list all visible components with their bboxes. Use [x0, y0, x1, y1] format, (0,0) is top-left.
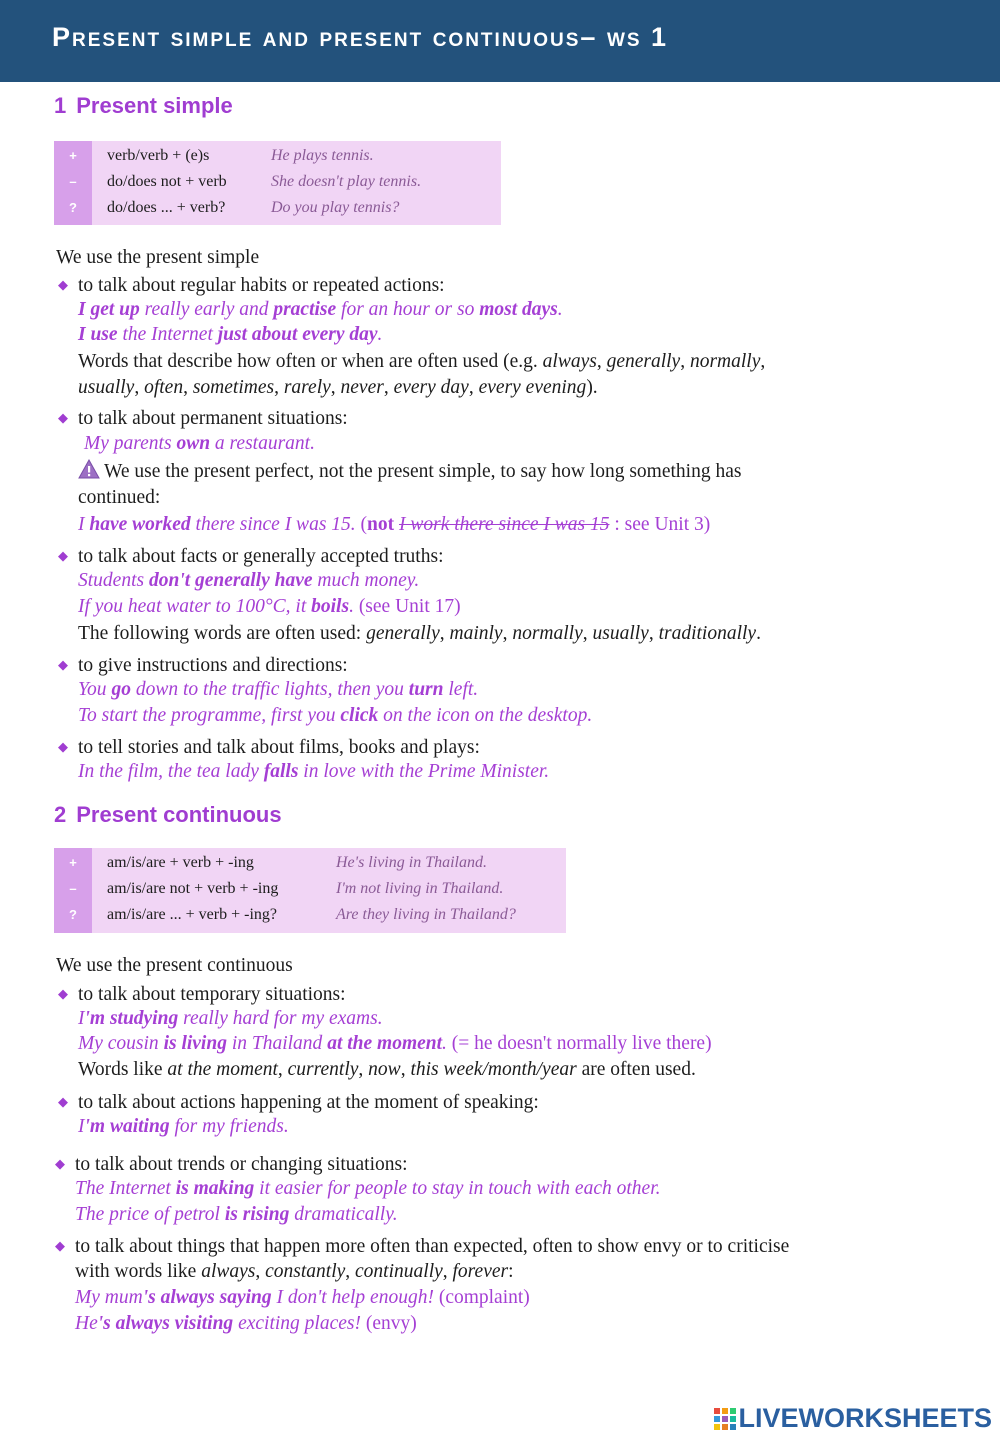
use-item	[58, 405, 348, 432]
example-line: If you heat water to 100°C, it boils. (see Unit 17)	[78, 596, 461, 617]
example-line: He's always visiting exciting places! (envy)	[75, 1313, 417, 1334]
question-sign: ?	[69, 200, 77, 215]
use-label: to tell stories and talk about films, books and plays:	[78, 737, 480, 758]
question-sign: ?	[69, 907, 77, 922]
note-line: continued:	[78, 487, 161, 508]
plus-sign: +	[69, 855, 77, 870]
note-line: The following words are often used: generally, mainly, normally, usually, traditionally.	[78, 623, 761, 644]
use-item	[58, 272, 445, 299]
plus-sign: +	[69, 148, 77, 163]
use-item	[55, 1151, 408, 1178]
warning-note	[78, 459, 741, 487]
example-line: My cousin is living in Thailand at the moment. (= he doesn't normally live there)	[78, 1033, 712, 1054]
section-heading-present-continuous	[54, 802, 282, 828]
form-example: He's living in Thailand.	[336, 854, 487, 871]
use-label: to talk about temporary situations:	[78, 984, 346, 1005]
section-intro: We use the present simple	[56, 247, 260, 268]
form-rule: am/is/are ... + verb + -ing?	[107, 906, 277, 923]
page-header	[0, 0, 1000, 82]
logo-grid-icon	[714, 1408, 736, 1430]
example-line: I'm studying really hard for my exams.	[78, 1008, 383, 1029]
form-example: Are they living in Thailand?	[336, 906, 516, 923]
section-title: Present simple	[76, 93, 233, 118]
example-line: You go down to the traffic lights, then you turn left.	[78, 679, 479, 700]
use-label: to talk about trends or changing situations:	[75, 1154, 408, 1175]
form-example: She doesn't play tennis.	[271, 173, 422, 190]
section-number: 1	[54, 93, 67, 118]
form-table-present-continuous	[54, 848, 566, 933]
use-item	[55, 1233, 789, 1260]
example-line: I get up really early and practise for an hour or so most days.	[78, 299, 563, 320]
section-heading-present-simple	[54, 93, 233, 119]
diamond-bullet-icon: ◆	[55, 1238, 65, 1253]
form-rule: am/is/are + verb + -ing	[107, 854, 254, 871]
form-row-negative	[54, 876, 566, 902]
use-item	[58, 981, 346, 1008]
example-line: My parents own a restaurant.	[84, 433, 315, 454]
diamond-bullet-icon: ◆	[58, 739, 68, 754]
example-line: My mum's always saying I don't help enough! (complaint)	[75, 1287, 530, 1308]
use-item	[58, 543, 443, 570]
form-example: Do you play tennis?	[271, 199, 400, 216]
liveworksheets-logo	[714, 1403, 992, 1437]
form-row-positive	[54, 143, 501, 169]
example-line: The Internet is making it easier for people to stay in touch with each other.	[75, 1178, 661, 1199]
use-label: to give instructions and directions:	[78, 655, 348, 676]
diamond-bullet-icon: ◆	[58, 986, 68, 1001]
note-line: usually, often, sometimes, rarely, never, every day, every evening).	[78, 377, 598, 398]
form-table-present-simple	[54, 141, 501, 225]
warning-icon	[78, 459, 104, 487]
use-item	[58, 1089, 539, 1116]
example-line: To start the programme, first you click on the icon on the desktop.	[78, 705, 593, 726]
section-title: Present continuous	[76, 802, 282, 827]
minus-sign: –	[69, 881, 77, 896]
form-row-positive	[54, 850, 566, 876]
form-example: He plays tennis.	[271, 147, 374, 164]
form-row-negative	[54, 169, 501, 195]
use-item	[58, 734, 480, 761]
note-line: Words that describe how often or when are often used (e.g. always, generally, normally,	[78, 351, 766, 372]
diamond-bullet-icon: ◆	[58, 410, 68, 425]
minus-sign: –	[69, 174, 77, 189]
form-rule: do/does not + verb	[107, 173, 227, 190]
section-number: 2	[54, 802, 67, 827]
example-line: I'm waiting for my friends.	[78, 1116, 289, 1137]
note-line: with words like always, constantly, continually, forever:	[75, 1261, 514, 1282]
use-label: to talk about facts or generally accepted truths:	[78, 546, 444, 567]
page-title: Present simple and present continuous– ws 1	[52, 22, 669, 52]
example-line: I have worked there since I was 15. (not I work there since I was 15 : see Unit 3)	[78, 514, 711, 535]
diamond-bullet-icon: ◆	[58, 657, 68, 672]
use-label: to talk about permanent situations:	[78, 408, 348, 429]
example-line: Students don't generally have much money.	[78, 570, 420, 591]
note-line: Words like at the moment, currently, now, this week/month/year are often used.	[78, 1059, 696, 1080]
form-rule: verb/verb + (e)s	[107, 147, 210, 164]
logo-text: LIVEWORKSHEETS	[738, 1403, 992, 1433]
use-label: to talk about things that happen more often than expected, often to show envy or to criticise	[75, 1236, 790, 1257]
use-label: to talk about regular habits or repeated actions:	[78, 275, 445, 296]
form-rule: am/is/are not + verb + -ing	[107, 880, 279, 897]
example-line: The price of petrol is rising dramatically.	[75, 1204, 398, 1225]
diamond-bullet-icon: ◆	[58, 548, 68, 563]
example-line: In the film, the tea lady falls in love with the Prime Minister.	[78, 761, 550, 782]
warning-text: We use the present perfect, not the present simple, to say how long something has	[104, 461, 742, 482]
example-line: I use the Internet just about every day.	[78, 324, 383, 345]
form-row-question	[54, 902, 566, 928]
form-row-question	[54, 195, 501, 221]
use-item	[58, 652, 348, 679]
form-rule: do/does ... + verb?	[107, 199, 226, 216]
diamond-bullet-icon: ◆	[58, 1094, 68, 1109]
section-intro: We use the present continuous	[56, 955, 293, 976]
form-example: I'm not living in Thailand.	[336, 880, 504, 897]
diamond-bullet-icon: ◆	[58, 277, 68, 292]
diamond-bullet-icon: ◆	[55, 1156, 65, 1171]
use-label: to talk about actions happening at the moment of speaking:	[78, 1092, 539, 1113]
